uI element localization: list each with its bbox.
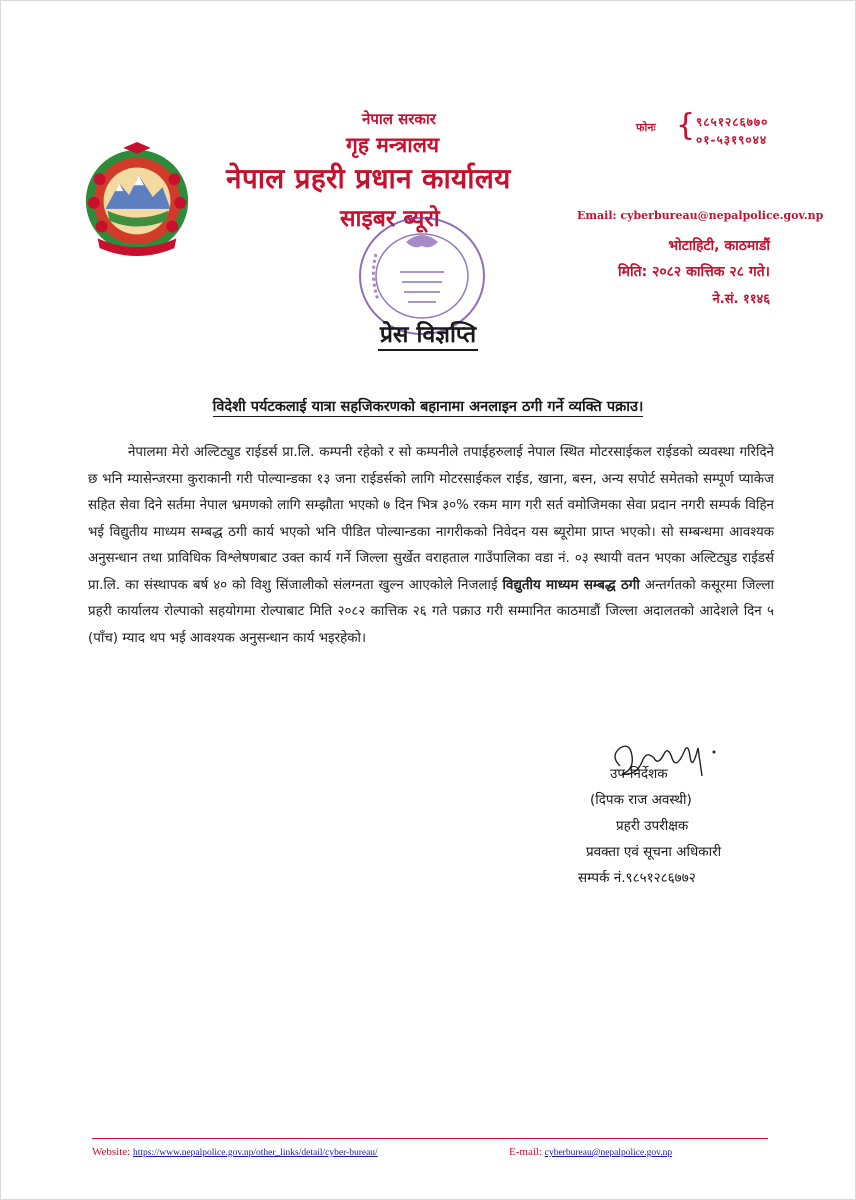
signatory-designation: उप-निर्देशक	[610, 766, 668, 782]
nepal-emblem-icon	[78, 140, 196, 258]
document-title-wrap	[0, 317, 856, 349]
reference-number: ने.सं. ११४६	[712, 292, 770, 307]
bureau-name: साइबर ब्यूरो	[340, 206, 440, 232]
footer-email	[509, 1146, 672, 1158]
body-part-1: नेपालमा मेरो अल्टिट्युड राईडर्स प्रा.लि. कम्पनी रहेको र सो कम्पनीले तपाईहरुलाई नेपाल स्थित मोटरसाईकल राईडको व्यवस्था गरिदिने छ भनि म्यासेन्जरमा कुराकानी गरी पोल्यान्डका १३ जना राईडर्सको लागि मोटरसाईकल राईड, खाना, बस्न, अन्य सपोर्ट समेतको सम्पूर्ण प्याकेज सहित सेवा दिने सर्तमा नेपाल भ्रमणको लागि सम्झौता भएको ७ दिन भित्र ३०% रकम माग गरी सर्त वमोजिमका सेवा प्रदान नगरी सम्पर्क विहिन भई विद्युतीय माध्यम सम्बद्ध ठगी कार्य भएको भनि पीडित पोल्यान्डका नागरीकको निवेदन यस ब्यूरोमा प्राप्त भएको। सो सम्बन्धमा आवश्यक अनुसन्धान तथा प्राविधिक विश्लेषणबाट उक्त कार्य गर्ने जिल्ला सुर्खेत वराहताल गाउँपालिका वडा नं. ०३ स्थायी वतन भएका अल्टिट्युड राईडर्स प्रा.लि. का संस्थापक बर्ष ४० को विशु सिंजालीको संलग्नता खुल्न आएकोले निजलाई	[88, 445, 774, 593]
office-address: भोटाहिटी, काठमाडौं	[668, 238, 770, 254]
signatory-contact: सम्पर्क नं.९८५१२८६७७२	[578, 870, 696, 886]
signatory-block	[572, 761, 772, 891]
government-name: नेपाल सरकार	[362, 110, 436, 128]
office-name: नेपाल प्रहरी प्रधान कार्यालय	[226, 162, 511, 195]
document-title: प्रेस विज्ञप्ति	[378, 322, 478, 351]
subject-wrap	[0, 396, 856, 416]
footer-divider	[92, 1138, 768, 1139]
signatory-name: (दिपक राज अवस्थी)	[590, 792, 692, 808]
website-label: Website:	[92, 1146, 131, 1158]
footer-website	[92, 1146, 378, 1158]
brace-icon: {	[676, 108, 696, 143]
letter-date: मिति: २०८२ कात्तिक २८ गते।	[618, 264, 770, 280]
ministry-name: गृह मन्त्रालय	[346, 133, 440, 157]
phone-label: फोनः	[636, 121, 656, 134]
email-link[interactable]: cyberbureau@nepalpolice.gov.np	[544, 1148, 673, 1158]
subject-line: विदेशी पर्यटकलाई यात्रा सहजिकरणको बहानामा अनलाइन ठगी गर्ने व्यक्ति पक्राउ।	[212, 399, 644, 415]
signatory-role: प्रवक्ता एवं सूचना अधिकारी	[586, 844, 722, 860]
website-link[interactable]: https://www.nepalpolice.gov.np/other_links/detail/cyber-bureau/	[132, 1148, 378, 1158]
header-email: Email: cyberbureau@nepalpolice.gov.np	[577, 209, 824, 222]
email-label: E-mail:	[509, 1146, 542, 1158]
phone-number-2: ०१-५३१९०४४	[696, 133, 768, 147]
body-bold-phrase: विद्युतीय माध्यम सम्बद्ध ठगी	[502, 577, 640, 593]
phone-number-1: ९८५१२८६७७०	[696, 115, 769, 129]
body-paragraph	[88, 440, 774, 652]
signatory-rank: प्रहरी उपरीक्षक	[616, 818, 689, 834]
body-part-2: अन्तर्गतको कसूरमा जिल्ला प्रहरी कार्यालय रोल्पाको सहयोगमा रोल्पाबाट मिति २०८२ कात्तिक २६ गते पक्राउ गरी सम्मानित काठमाडौं जिल्ला अदालतको आदेशले दिन ५ (पाँच) म्याद थप भई आवश्यक अनुसन्धान कार्य भइरहेको।	[88, 577, 774, 646]
